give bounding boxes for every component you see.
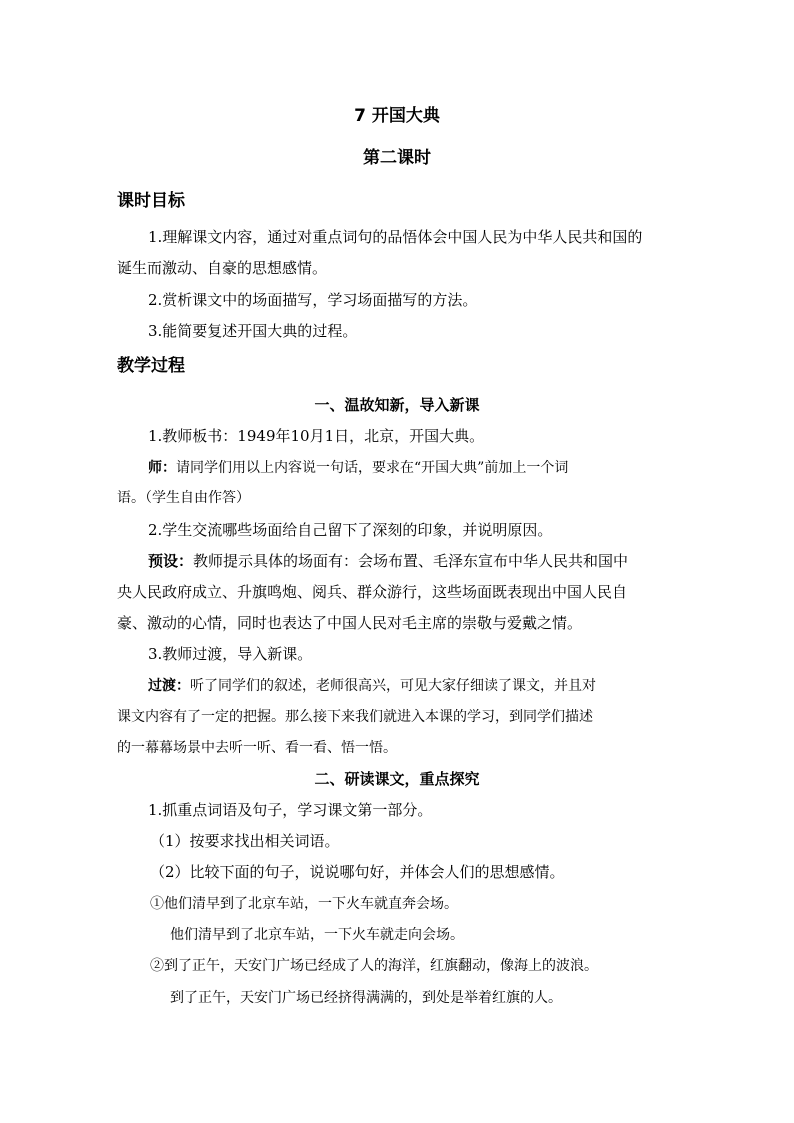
preset-line-3: 豪、激动的心情，同时也表达了中国人民对毛主席的崇敬与爱戴之情。 [117, 614, 583, 632]
preset-label: 预设： [148, 552, 194, 570]
example-2b: 到了正午，天安门广场已经挤得满满的，到处是举着红旗的人。 [170, 990, 562, 1006]
goal-item-3: 3.能简要复述开国大典的过程。 [148, 322, 358, 340]
teacher-line-1 [148, 458, 568, 478]
goals-heading: 课时目标 [117, 191, 185, 211]
page-subtitle: 第二课时 [363, 148, 431, 168]
goal-item-1-cont: 诞生而激动、自豪的思想感情。 [117, 259, 328, 277]
s1-step3: 3.教师过渡，导入新课。 [148, 645, 313, 663]
transition-line-3: 的一幕幕场景中去听一听、看一看、悟一悟。 [117, 740, 397, 756]
preset-line-1 [148, 551, 628, 571]
example-1b: 他们清早到了北京车站，一下火车就走向会场。 [170, 927, 464, 943]
transition-label: 过渡： [148, 678, 190, 694]
s2-sub2: （2）比较下面的句子，说说哪句好，并体会人们的思想感情。 [150, 863, 565, 881]
s1-step1: 1.教师板书：1949年10月1日，北京，开国大典。 [148, 427, 485, 445]
goal-item-1: 1.理解课文内容，通过对重点词句的品悟体会中国人民为中华人民共和国的 [148, 228, 643, 246]
transition-text: 听了同学们的叙述，老师很高兴，可见大家仔细读了课文，并且对 [190, 678, 596, 694]
transition-line-2: 课文内容有了一定的把握。那么接下来我们就进入本课的学习，到同学们描述 [117, 709, 593, 725]
example-1a: ①他们清早到了北京车站，一下火车就直奔会场。 [150, 896, 458, 912]
goal-item-2: 2.赏析课文中的场面描写，学习场面描写的方法。 [148, 291, 478, 309]
teacher-line-2: 语。（学生自由作答） [117, 490, 250, 506]
s2-step1: 1.抓重点词语及句子，学习课文第一部分。 [148, 801, 433, 819]
teacher-text: 请同学们用以上内容说一句话，要求在“开国大典”前加上一个词 [176, 460, 569, 476]
section1-heading: 一、温故知新，导入新课 [314, 396, 480, 414]
transition-line-1 [148, 676, 596, 696]
preset-line-2: 央人民政府成立、升旗鸣炮、阅兵、群众游行，这些场面既表现出中国人民自 [117, 583, 628, 601]
preset-text: 教师提示具体的场面有：会场布置、毛泽东宣布中华人民共和国中 [193, 552, 629, 570]
teacher-label: 师： [148, 460, 176, 476]
s2-sub1: （1）按要求找出相关词语。 [150, 832, 340, 850]
process-heading: 教学过程 [117, 356, 185, 376]
s1-step2: 2.学生交流哪些场面给自己留下了深刻的印象，并说明原因。 [148, 521, 553, 539]
page-title: 7 开国大典 [354, 106, 440, 126]
example-2a: ②到了正午，天安门广场已经成了人的海洋，红旗翻动，像海上的波浪。 [150, 958, 598, 974]
section2-heading: 二、研读课文，重点探究 [314, 770, 480, 788]
